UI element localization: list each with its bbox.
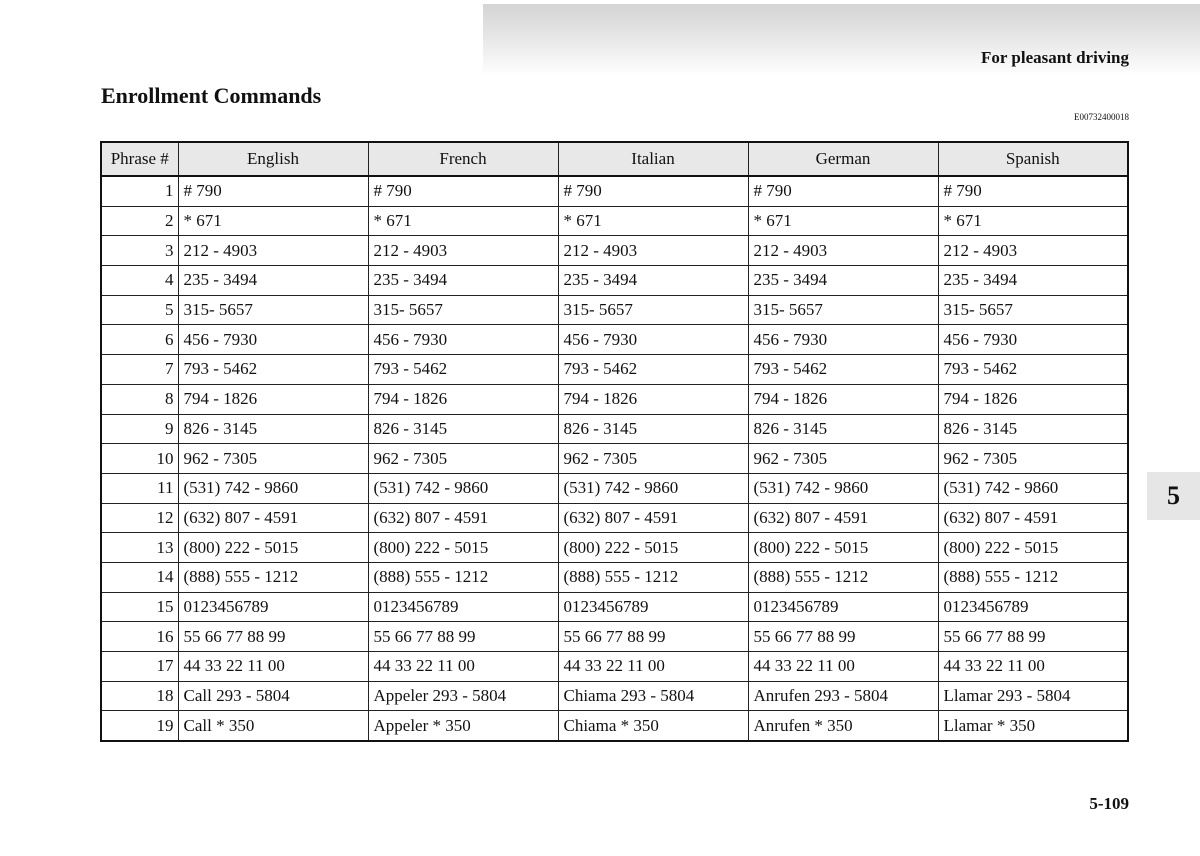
- column-header-italian: Italian: [558, 142, 748, 176]
- table-row: [101, 473, 1128, 503]
- phrase-cell-spanish: 315- 5657: [938, 295, 1128, 325]
- phrase-cell-german: (632) 807 - 4591: [748, 503, 938, 533]
- phrase-cell-french: Appeler 293 - 5804: [368, 681, 558, 711]
- phrase-cell-italian: (632) 807 - 4591: [558, 503, 748, 533]
- phrase-cell-spanish: 44 33 22 11 00: [938, 652, 1128, 682]
- phrase-cell-spanish: 794 - 1826: [938, 384, 1128, 414]
- table-row: [101, 444, 1128, 474]
- phrase-number-cell: 12: [101, 503, 178, 533]
- chapter-tab: [1147, 472, 1200, 520]
- table-row: [101, 266, 1128, 296]
- column-header-english: English: [178, 142, 368, 176]
- table-row: [101, 503, 1128, 533]
- phrase-cell-spanish: Llamar * 350: [938, 711, 1128, 741]
- phrase-cell-french: * 671: [368, 206, 558, 236]
- phrase-cell-italian: 962 - 7305: [558, 444, 748, 474]
- phrase-cell-spanish: Llamar 293 - 5804: [938, 681, 1128, 711]
- phrase-cell-french: 235 - 3494: [368, 266, 558, 296]
- phrase-cell-english: 235 - 3494: [178, 266, 368, 296]
- phrase-cell-spanish: 55 66 77 88 99: [938, 622, 1128, 652]
- phrase-number-cell: 8: [101, 384, 178, 414]
- phrase-cell-english: # 790: [178, 176, 368, 206]
- column-header-spanish: Spanish: [938, 142, 1128, 176]
- table-header-row: [101, 142, 1128, 176]
- phrase-cell-french: 44 33 22 11 00: [368, 652, 558, 682]
- phrase-number-cell: 2: [101, 206, 178, 236]
- table-row: [101, 236, 1128, 266]
- phrase-number-cell: 9: [101, 414, 178, 444]
- phrase-number-cell: 10: [101, 444, 178, 474]
- phrase-cell-spanish: 235 - 3494: [938, 266, 1128, 296]
- phrase-cell-english: 962 - 7305: [178, 444, 368, 474]
- phrase-cell-english: 44 33 22 11 00: [178, 652, 368, 682]
- phrase-cell-italian: Chiama 293 - 5804: [558, 681, 748, 711]
- phrase-cell-german: Anrufen * 350: [748, 711, 938, 741]
- table-row: [101, 295, 1128, 325]
- table-row: [101, 622, 1128, 652]
- phrase-cell-spanish: (531) 742 - 9860: [938, 473, 1128, 503]
- chapter-number: 5: [1167, 481, 1180, 510]
- phrase-cell-spanish: 826 - 3145: [938, 414, 1128, 444]
- phrase-cell-french: 793 - 5462: [368, 355, 558, 385]
- phrase-cell-english: 315- 5657: [178, 295, 368, 325]
- table-row: [101, 562, 1128, 592]
- phrase-cell-german: 315- 5657: [748, 295, 938, 325]
- phrase-number-cell: 6: [101, 325, 178, 355]
- phrase-number-cell: 19: [101, 711, 178, 741]
- phrase-number-cell: 14: [101, 562, 178, 592]
- phrase-cell-french: # 790: [368, 176, 558, 206]
- phrase-cell-spanish: 962 - 7305: [938, 444, 1128, 474]
- phrase-cell-french: (531) 742 - 9860: [368, 473, 558, 503]
- phrase-cell-french: (800) 222 - 5015: [368, 533, 558, 563]
- phrase-cell-french: 0123456789: [368, 592, 558, 622]
- phrase-cell-german: Anrufen 293 - 5804: [748, 681, 938, 711]
- phrase-cell-french: 55 66 77 88 99: [368, 622, 558, 652]
- phrase-cell-english: (800) 222 - 5015: [178, 533, 368, 563]
- phrase-cell-german: (800) 222 - 5015: [748, 533, 938, 563]
- phrase-cell-english: 0123456789: [178, 592, 368, 622]
- phrase-cell-spanish: * 671: [938, 206, 1128, 236]
- phrase-cell-english: * 671: [178, 206, 368, 236]
- table-row: [101, 592, 1128, 622]
- phrase-number-cell: 7: [101, 355, 178, 385]
- table-row: [101, 206, 1128, 236]
- table-body: [101, 176, 1128, 741]
- phrase-cell-italian: 44 33 22 11 00: [558, 652, 748, 682]
- phrase-number-cell: 11: [101, 473, 178, 503]
- phrase-cell-italian: 826 - 3145: [558, 414, 748, 444]
- phrase-cell-german: 235 - 3494: [748, 266, 938, 296]
- phrase-cell-german: 0123456789: [748, 592, 938, 622]
- phrase-cell-spanish: (888) 555 - 1212: [938, 562, 1128, 592]
- phrase-cell-spanish: 212 - 4903: [938, 236, 1128, 266]
- phrase-cell-english: 826 - 3145: [178, 414, 368, 444]
- phrase-cell-german: 826 - 3145: [748, 414, 938, 444]
- column-header-german: German: [748, 142, 938, 176]
- table-row: [101, 384, 1128, 414]
- phrase-cell-french: 794 - 1826: [368, 384, 558, 414]
- phrase-cell-italian: * 671: [558, 206, 748, 236]
- phrase-cell-german: 793 - 5462: [748, 355, 938, 385]
- phrase-cell-german: * 671: [748, 206, 938, 236]
- phrase-cell-spanish: 456 - 7930: [938, 325, 1128, 355]
- phrase-cell-french: (632) 807 - 4591: [368, 503, 558, 533]
- phrase-cell-english: 55 66 77 88 99: [178, 622, 368, 652]
- phrase-cell-french: 826 - 3145: [368, 414, 558, 444]
- phrase-cell-italian: # 790: [558, 176, 748, 206]
- phrase-cell-italian: 212 - 4903: [558, 236, 748, 266]
- phrase-cell-italian: 0123456789: [558, 592, 748, 622]
- phrase-cell-german: (531) 742 - 9860: [748, 473, 938, 503]
- phrase-number-cell: 18: [101, 681, 178, 711]
- phrase-cell-english: (888) 555 - 1212: [178, 562, 368, 592]
- table-row: [101, 176, 1128, 206]
- phrase-cell-french: 962 - 7305: [368, 444, 558, 474]
- table-row: [101, 711, 1128, 741]
- phrase-cell-german: 44 33 22 11 00: [748, 652, 938, 682]
- phrase-number-cell: 1: [101, 176, 178, 206]
- phrase-cell-french: 315- 5657: [368, 295, 558, 325]
- phrase-cell-italian: (531) 742 - 9860: [558, 473, 748, 503]
- table-row: [101, 325, 1128, 355]
- phrase-cell-german: 794 - 1826: [748, 384, 938, 414]
- phrase-cell-german: 212 - 4903: [748, 236, 938, 266]
- phrase-cell-spanish: (800) 222 - 5015: [938, 533, 1128, 563]
- page-title: Enrollment Commands: [101, 83, 322, 108]
- phrase-cell-french: 456 - 7930: [368, 325, 558, 355]
- section-title: For pleasant driving: [981, 48, 1129, 67]
- phrase-cell-italian: 456 - 7930: [558, 325, 748, 355]
- phrase-cell-italian: 235 - 3494: [558, 266, 748, 296]
- phrase-number-cell: 17: [101, 652, 178, 682]
- phrase-cell-italian: (888) 555 - 1212: [558, 562, 748, 592]
- column-header-phrase-number: Phrase #: [101, 142, 178, 176]
- phrase-cell-spanish: 793 - 5462: [938, 355, 1128, 385]
- table-row: [101, 414, 1128, 444]
- phrase-cell-english: 212 - 4903: [178, 236, 368, 266]
- phrase-number-cell: 3: [101, 236, 178, 266]
- phrase-cell-german: 962 - 7305: [748, 444, 938, 474]
- phrase-cell-german: 55 66 77 88 99: [748, 622, 938, 652]
- page-number: 5-109: [1089, 794, 1129, 813]
- table-header: [101, 142, 1128, 176]
- phrase-cell-french: 212 - 4903: [368, 236, 558, 266]
- phrase-cell-german: # 790: [748, 176, 938, 206]
- phrase-cell-english: Call 293 - 5804: [178, 681, 368, 711]
- table-row: [101, 681, 1128, 711]
- phrase-cell-french: (888) 555 - 1212: [368, 562, 558, 592]
- phrase-cell-italian: 794 - 1826: [558, 384, 748, 414]
- phrase-cell-english: 794 - 1826: [178, 384, 368, 414]
- phrase-cell-italian: 793 - 5462: [558, 355, 748, 385]
- table-row: [101, 355, 1128, 385]
- column-header-french: French: [368, 142, 558, 176]
- phrase-cell-english: 793 - 5462: [178, 355, 368, 385]
- phrase-cell-french: Appeler * 350: [368, 711, 558, 741]
- phrase-cell-english: (531) 742 - 9860: [178, 473, 368, 503]
- phrase-cell-italian: 315- 5657: [558, 295, 748, 325]
- phrase-cell-italian: (800) 222 - 5015: [558, 533, 748, 563]
- phrase-cell-spanish: (632) 807 - 4591: [938, 503, 1128, 533]
- phrase-cell-italian: 55 66 77 88 99: [558, 622, 748, 652]
- phrase-cell-italian: Chiama * 350: [558, 711, 748, 741]
- phrase-number-cell: 15: [101, 592, 178, 622]
- phrase-cell-english: Call * 350: [178, 711, 368, 741]
- phrase-cell-german: 456 - 7930: [748, 325, 938, 355]
- phrase-cell-english: (632) 807 - 4591: [178, 503, 368, 533]
- phrase-cell-english: 456 - 7930: [178, 325, 368, 355]
- enrollment-commands-table: [100, 141, 1129, 742]
- phrase-number-cell: 13: [101, 533, 178, 563]
- phrase-number-cell: 4: [101, 266, 178, 296]
- phrase-cell-german: (888) 555 - 1212: [748, 562, 938, 592]
- phrase-number-cell: 5: [101, 295, 178, 325]
- table-row: [101, 652, 1128, 682]
- document-code: E00732400018: [1074, 112, 1129, 122]
- phrase-cell-spanish: 0123456789: [938, 592, 1128, 622]
- phrase-number-cell: 16: [101, 622, 178, 652]
- table-row: [101, 533, 1128, 563]
- phrase-cell-spanish: # 790: [938, 176, 1128, 206]
